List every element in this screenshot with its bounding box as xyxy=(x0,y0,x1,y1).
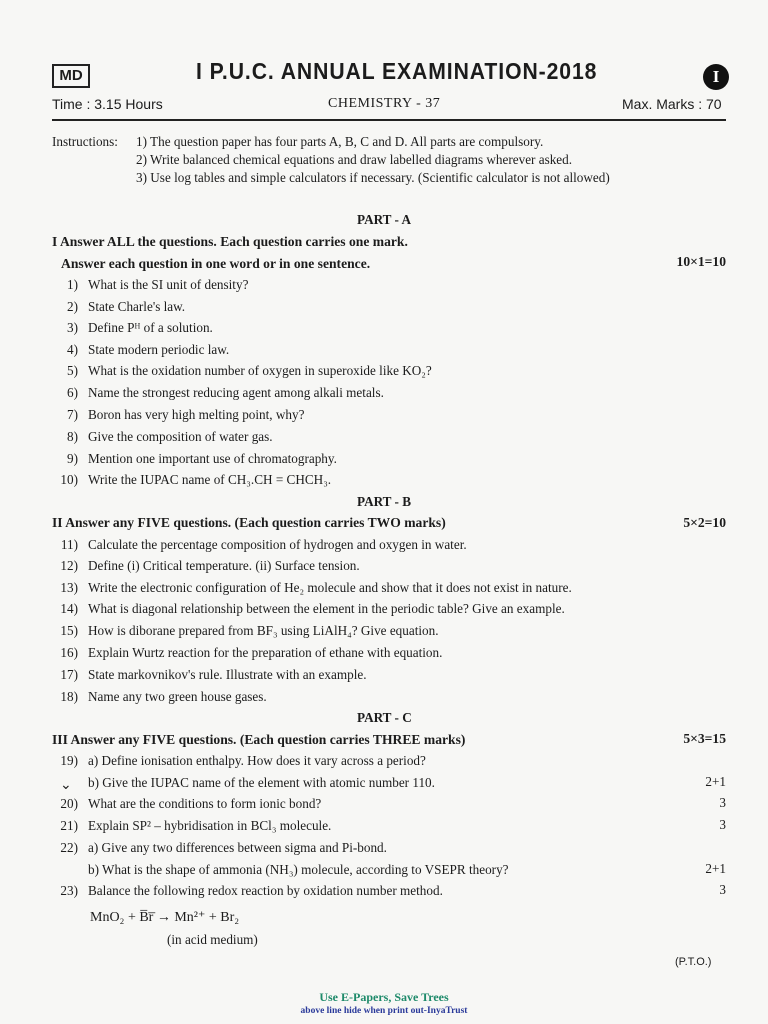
question-number: 17) xyxy=(60,667,78,682)
header-rule xyxy=(52,119,726,121)
question-text: Write the IUPAC name of CH₃.CH = CHCH₃. xyxy=(88,472,332,487)
question-number: 9) xyxy=(67,451,78,466)
question-number: 7) xyxy=(67,407,78,422)
part-badge: I xyxy=(703,64,729,90)
exam-time: Time : 3.15 Hours xyxy=(52,96,163,112)
instruction-item: 1) The question paper has four parts A, B, C and D. All parts are compulsory. xyxy=(136,134,544,149)
question-number: 13) xyxy=(60,580,78,595)
question-text: Mention one important use of chromatography. xyxy=(88,451,337,466)
pen-tick-mark: ⌄ xyxy=(60,778,72,793)
question-text: Write the electronic configuration of He₂ molecule and show that it does not exist in nature. xyxy=(88,580,572,595)
question-number: 12) xyxy=(60,558,78,573)
question-text: Name the strongest reducing agent among alkali metals. xyxy=(88,385,384,400)
question-text: State Charle's law. xyxy=(88,299,186,314)
question-number: 20) xyxy=(60,796,78,811)
page-turn-note: (P.T.O.) xyxy=(675,956,712,968)
question-text: a) Define ionisation enthalpy. How does it vary across a period? xyxy=(88,753,426,768)
subject-name: CHEMISTRY - 37 xyxy=(328,96,441,111)
part-c-marks: 5×3=15 xyxy=(683,731,726,746)
question-text: Explain Wurtz reaction for the preparation of ethane with equation. xyxy=(88,645,443,660)
question-number: 15) xyxy=(60,623,78,638)
part-c-title: PART - C xyxy=(357,710,412,725)
question-number: 8) xyxy=(67,429,78,444)
question-number: 16) xyxy=(60,645,78,660)
question-text: a) Give any two differences between sigma and Pi-bond. xyxy=(88,840,387,855)
question-number: 4) xyxy=(67,342,78,357)
question-marks: 3 xyxy=(719,882,726,897)
question-number: 1) xyxy=(67,277,78,292)
exam-title: I P.U.C. ANNUAL EXAMINATION-2018 xyxy=(196,58,598,84)
question-text: What are the conditions to form ionic bond? xyxy=(88,796,322,811)
question-text: How is diborane prepared from BF₃ using LiAlH₄? Give equation. xyxy=(88,623,439,638)
question-number: 5) xyxy=(67,363,78,378)
part-b-title: PART - B xyxy=(357,494,411,509)
question-marks: 2+1 xyxy=(705,774,726,789)
part-b-heading: II Answer any FIVE questions. (Each question carries TWO marks) xyxy=(52,515,446,530)
redox-equation: MnO₂ + B̅r̅ → Mn²⁺ + Br₂ xyxy=(90,910,240,925)
instruction-item: 2) Write balanced chemical equations and draw labelled diagrams wherever asked. xyxy=(136,152,573,167)
instructions-label: Instructions: xyxy=(52,134,118,149)
part-b-marks: 5×2=10 xyxy=(683,515,726,530)
question-text: Balance the following redox reaction by oxidation number method. xyxy=(88,883,443,898)
question-text: Explain SP² – hybridisation in BCl₃ molecule. xyxy=(88,818,332,833)
question-number: 18) xyxy=(60,689,78,704)
question-text: State modern periodic law. xyxy=(88,342,230,357)
question-text: Define Pᴴ of a solution. xyxy=(88,320,213,335)
part-a-subheading: Answer each question in one word or in one sentence. xyxy=(61,256,371,271)
question-number: 6) xyxy=(67,385,78,400)
question-number: 2) xyxy=(67,299,78,314)
question-text: What is diagonal relationship between the element in the periodic table? Give an example. xyxy=(88,601,565,616)
question-marks: 2+1 xyxy=(705,861,726,876)
part-c-heading: III Answer any FIVE questions. (Each question carries THREE marks) xyxy=(52,732,466,747)
question-number: 22) xyxy=(60,840,78,855)
question-number: 10) xyxy=(60,472,78,487)
question-number: 14) xyxy=(60,601,78,616)
question-number: 11) xyxy=(60,537,78,552)
question-marks: 3 xyxy=(719,817,726,832)
question-text: b) Give the IUPAC name of the element with atomic number 110. xyxy=(88,775,435,790)
question-text: Calculate the percentage composition of hydrogen and oxygen in water. xyxy=(88,537,467,552)
instruction-item: 3) Use log tables and simple calculators if necessary. (Scientific calculator is not allowed) xyxy=(136,170,610,185)
question-text: Boron has very high melting point, why? xyxy=(88,407,305,422)
question-text: What is the oxidation number of oxygen in superoxide like KO₂? xyxy=(88,363,432,378)
part-a-marks: 10×1=10 xyxy=(676,254,726,269)
part-a-heading: I Answer ALL the questions. Each question carries one mark. xyxy=(52,234,408,249)
max-marks: Max. Marks : 70 xyxy=(622,96,722,112)
question-text: Name any two green house gases. xyxy=(88,689,267,704)
paper-code-box: MD xyxy=(52,64,90,88)
question-text: b) What is the shape of ammonia (NH₃) molecule, according to VSEPR theory? xyxy=(88,862,509,877)
footer-note: above line hide when print out-InyaTrust xyxy=(300,1006,468,1016)
question-number: 19) xyxy=(60,753,78,768)
question-text: What is the SI unit of density? xyxy=(88,277,249,292)
question-number: 21) xyxy=(60,818,78,833)
question-number: 3) xyxy=(67,320,78,335)
question-text: State markovnikov's rule. Illustrate with an example. xyxy=(88,667,367,682)
question-text: Define (i) Critical temperature. (ii) Surface tension. xyxy=(88,558,360,573)
question-marks: 3 xyxy=(719,795,726,810)
question-text: Give the composition of water gas. xyxy=(88,429,273,444)
footer-slogan: Use E-Papers, Save Trees xyxy=(319,990,449,1004)
reaction-medium: (in acid medium) xyxy=(167,932,258,947)
part-a-title: PART - A xyxy=(357,212,411,227)
question-number: 23) xyxy=(60,883,78,898)
